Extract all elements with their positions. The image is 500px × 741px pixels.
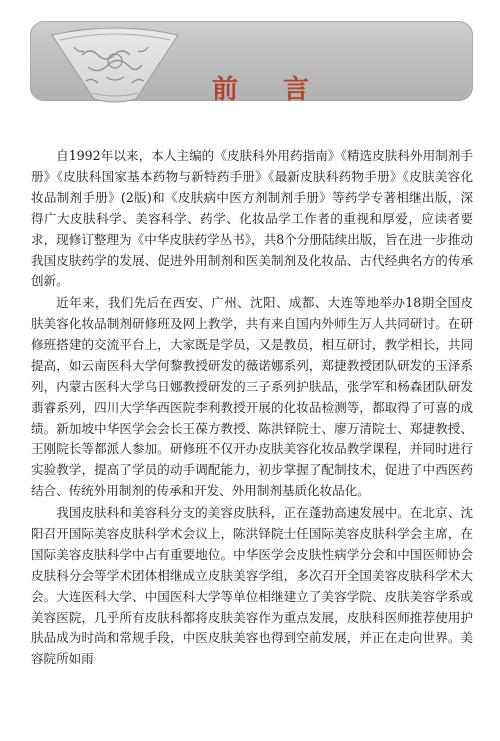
page-title: 前 言 — [212, 75, 328, 105]
paragraph: 近年来，我们先后在西安、广州、沈阳、成都、大连等地举办18期全国皮肤美容化妆品制剂研修班及网上教学，共有来自国内外师生万人共同研讨。在研修班搭建的交流平台上，大家既是学员，又是教员，相互研讨，教学相长，共同提高，如云南医科大学何黎教授研发的薇诺娜系列，郑捷教授团队研发的玉泽系列，内蒙古医科大学乌日娜教授研发的三子系列护肤品，张学军和杨森团队研发翡睿系列，四川大学华西医院李利教授开展的化妆品检测等，都取得了可喜的成绩。新加坡中华医学会会长王葆方教授、陈洪铎院士、廖万清院士、郑捷教授、王刚院长等都派人参加。研修班不仅开办皮肤美容化妆品教学课程，并同时进行实验教学，提高了学员的动手调配能力，初步掌握了配制技术，促进了中西医药结合、传统外用制剂的传承和开发、外用制剂基质化妆品化。 — [31, 295, 473, 499]
paragraph: 自1992年以来，本人主编的《皮肤科外用药指南》《精选皮肤科外用制剂手册》《皮肤科国家基本药物与新特药手册》《最新皮肤科药物手册》《皮肤美容化妆品制剂手册》(2版)和《皮肤病中医方剂制剂手册》等药学专著相继出版，深得广大皮肤科学、美容科学、药学、化妆品学工作者的重视和厚爱，应读者要求，现修订整理为《中华皮肤药学丛书》，共8个分册陆续出版，旨在进一步推动我国皮肤药学的发展、促进外用制剂和医美制剂及化妆品、古代经典名方的传承创新。 — [31, 148, 473, 289]
paragraph: 我国皮肤科和美容科分支的美容皮肤科，正在蓬勃高速发展中。在北京、沈阳召开国际美容皮肤科学术会议上，陈洪铎院士任国际美容皮肤科学会主席，在国际美容皮肤科学中占有重要地位。中华医学会皮肤性病学分会和中国医师协会皮肤科分会等学术团体相继成立皮肤美容学组，多次召开全国美容皮肤科学术大会。大连医科大学、中国医科大学等单位相继建立了美容学院、皮肤美容学系或美容医院，几乎所有皮肤科都将皮肤美容作为重点发展，皮肤科医师推荐使用护肤品成为时尚和常规手段，中医皮肤美容也得到空前发展，并正在走向世界。美容院所如雨 — [31, 505, 473, 667]
header-banner — [30, 21, 473, 105]
fan-ornament-icon — [44, 27, 186, 105]
preface-body — [31, 146, 473, 670]
